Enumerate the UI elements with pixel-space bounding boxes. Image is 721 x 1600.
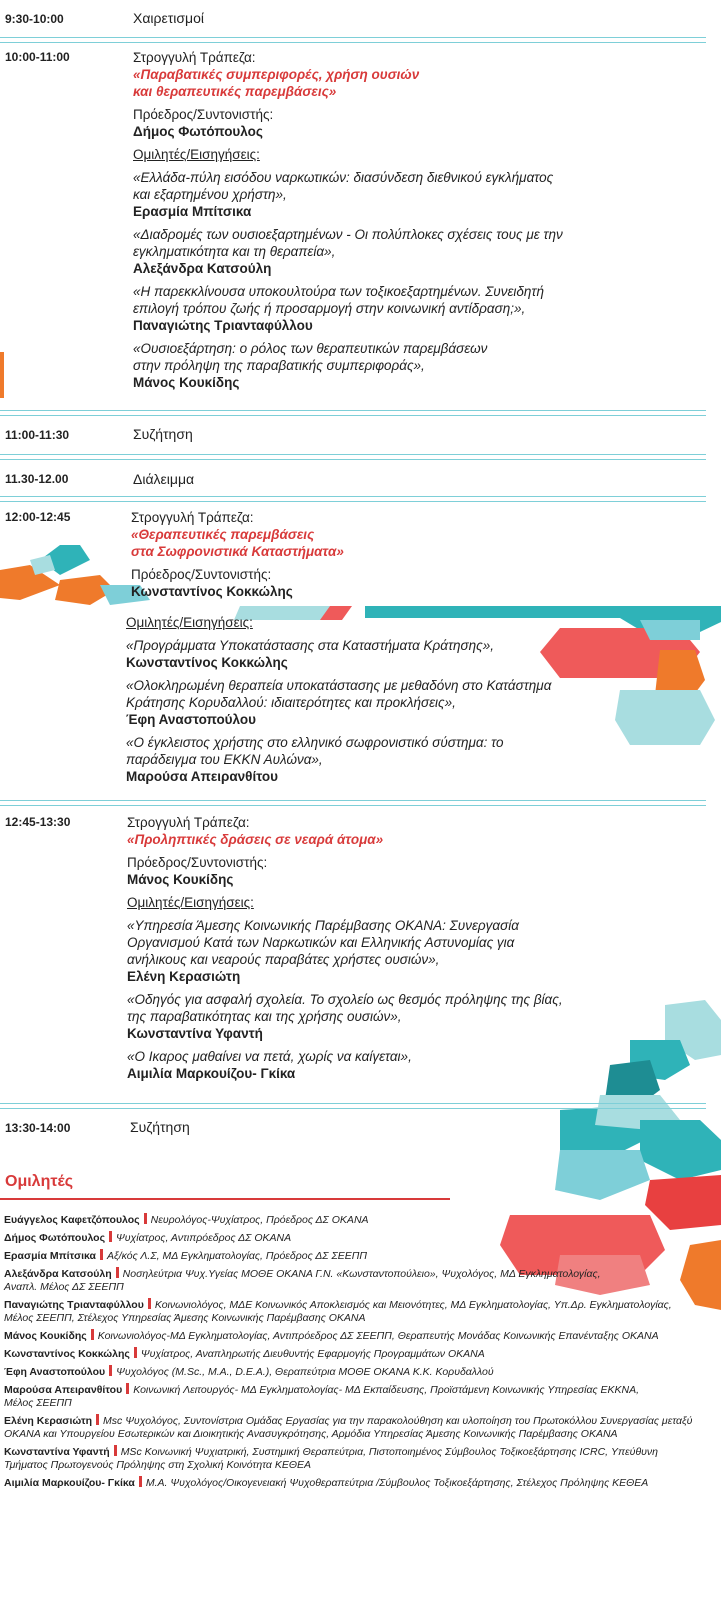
talk-title: Κράτησης Κορυδαλλού: ιδιαιτερότητες και προκλήσεις», [126, 695, 456, 710]
separator [148, 1298, 151, 1309]
speaker-entry [4, 1329, 664, 1343]
session-time: 11.30-12.00 [5, 472, 69, 486]
speakers-label: Ομιλητές/Εισηγήσεις: [127, 895, 254, 910]
speaker-name: Έφη Αναστοπούλου [4, 1366, 106, 1378]
separator [144, 1213, 147, 1224]
talk-title: «Ο έγκλειστος χρήστης στο ελληνικό σωφρονιστικό σύστημα: το [126, 735, 504, 750]
speakers-label: Ομιλητές/Εισηγήσεις: [133, 147, 260, 162]
speaker-name: Κωνσταντίνος Κοκκώλης [4, 1348, 130, 1360]
speaker-entry [4, 1476, 694, 1490]
speaker-desc: Κοινωνιολόγος, ΜΔΕ Κοινωνικός Αποκλεισμός και Μειονότητες, ΜΔ Εγκληματολογίας, Υπ.Δρ. Εγκληματολογίας, Μέλος ΣΕΕΠΠ, Στέλεχος Υπηρεσίας Άμεσης Κοινωνικής Παρέμβασης ΟΚΑΝΑ [4, 1299, 672, 1324]
speaker-name: Παναγιώτης Τριανταφύλλου [4, 1299, 144, 1311]
talk-speaker: Ελένη Κερασιώτη [127, 969, 241, 984]
separator [109, 1365, 112, 1376]
speaker-desc: MSc Κοινωνική Ψυχιατρική, Συστημική Θεραπεύτρια, Πιστοποιημένος Σύμβουλος Τοξικοεξάρτησης ICRC, Υπεύθυνη Τμήματος Πρωτογενούς Πρόληψης στη Σχολική Κοινότητα ΚΕΘΕΑ [4, 1446, 658, 1471]
session-title: Συζήτηση [130, 1119, 190, 1135]
speaker-entry [4, 1267, 614, 1294]
chair-name: Μάνος Κουκίδης [127, 872, 234, 887]
session-kind: Στρογγυλή Τράπεζα: [131, 510, 254, 525]
speaker-entry [4, 1365, 694, 1379]
session-content [133, 49, 693, 391]
separator [109, 1231, 112, 1242]
speaker-entry [4, 1231, 694, 1245]
speaker-name: Ελένη Κερασιώτη [4, 1415, 93, 1427]
separator [134, 1347, 137, 1358]
speaker-entry [4, 1445, 694, 1472]
speaker-name: Δήμος Φωτόπουλος [4, 1232, 106, 1244]
session-title-line1: «Θεραπευτικές παρεμβάσεις [131, 527, 315, 542]
separator [100, 1249, 103, 1260]
session-time: 13:30-14:00 [5, 1121, 71, 1135]
session-title: Συζήτηση [133, 426, 193, 442]
talk-speaker: Κωνσταντίνα Υφαντή [127, 1026, 263, 1041]
speaker-entry [4, 1414, 694, 1441]
speaker-name: Μάνος Κουκίδης [4, 1330, 87, 1342]
talk-title: «Προγράμματα Υποκατάστασης στα Καταστήματα Κράτησης», [126, 638, 494, 653]
talk-speaker: Κωνσταντίνος Κοκκώλης [126, 655, 288, 670]
chair-name: Δήμος Φωτόπουλος [133, 124, 263, 139]
talk-speaker: Αιμιλία Μαρκουίζου- Γκίκα [127, 1066, 296, 1081]
speaker-desc: Κοινωνική Λειτουργός- ΜΔ Εγκληματολογίας- ΜΔ Εκπαίδευσης, Προϊστάμενη Κοινωνικής Υπηρεσίας ΕΚΚΝΑ, Μέλος ΣΕΕΠΠ [4, 1384, 640, 1409]
session-kind: Στρογγυλή Τράπεζα: [133, 50, 256, 65]
talk-speaker: Μάνος Κουκίδης [133, 375, 240, 390]
speaker-desc: Κοινωνιολόγος-ΜΔ Εγκληματολογίας, Αντιπρόεδρος ΔΣ ΣΕΕΠΠ, Θεραπευτής Μονάδας Κοινωνικής Επανένταξης ΟΚΑΝΑ [97, 1330, 659, 1342]
talk-title: ανήλικους και νεαρούς παραβάτες χρήστες ουσιών», [127, 952, 440, 967]
speaker-name: Αλεξάνδρα Κατσούλη [4, 1268, 112, 1280]
talk-title: παράδειγμα του ΕΚΚΝ Αυλώνα», [126, 752, 323, 767]
speaker-desc: Νευρολόγος-Ψυχίατρος, Πρόεδρος ΔΣ ΟΚΑΝΑ [150, 1214, 369, 1226]
talk-title: «Ουσιοεξάρτηση: ο ρόλος των θεραπευτικών παρεμβάσεων [133, 341, 488, 356]
speaker-desc: Msc Ψυχολόγος, Συντονίστρια Ομάδας Εργασίας για την παρακολούθηση και υλοποίηση του Πρωτοκόλλου Συνεργασίας μεταξύ ΟΚΑΝΑ και Υπουργείου Εσωτερικών και Διοικητικής Ανασυγκρότησης, Αρμόδια Υπηρεσίας Άμεσης Κοινωνικής Παρέμβασης ΟΚΑΝΑ [4, 1415, 693, 1440]
talk-title: «Ολοκληρωμένη θεραπεία υποκατάστασης με μεθαδόνη στο Κατάστημα [126, 678, 552, 693]
session-content [127, 814, 647, 1082]
speakers-list [4, 1213, 694, 1494]
speaker-entry [4, 1249, 694, 1263]
talk-speaker: Μαρούσα Απειρανθίτου [126, 769, 278, 784]
session-title-line2: και θεραπευτικές παρεμβάσεις» [133, 84, 337, 99]
divider [0, 1103, 706, 1109]
separator [116, 1267, 119, 1278]
talk-speaker: Παναγιώτης Τριανταφύλλου [133, 318, 313, 333]
speaker-entry [4, 1347, 694, 1361]
talk-title: στην πρόληψη της παραβατικής συμπεριφοράς», [133, 358, 425, 373]
talk-title: «Υπηρεσία Άμεσης Κοινωνικής Παρέμβασης ΟΚΑΝΑ: Συνεργασία [127, 918, 519, 933]
chair-label: Πρόεδρος/Συντονιστής: [133, 107, 274, 122]
speaker-name: Ευάγγελος Καφετζόπουλος [4, 1214, 140, 1226]
session-time: 9:30-10:00 [5, 12, 64, 26]
speaker-entry [4, 1213, 694, 1227]
divider [0, 800, 706, 806]
speaker-desc: Ψυχολόγος (M.Sc., M.A., D.E.A.), Θεραπεύτρια ΜΟΘΕ ΟΚΑΝΑ Κ.Κ. Κορυδαλλού [116, 1366, 494, 1378]
session-title-line2: στα Σωφρονιστικά Καταστήματα» [131, 544, 344, 559]
divider [0, 410, 706, 416]
talk-title: Οργανισμού Κατά των Ναρκωτικών και Ελληνικής Αστυνομίας για [127, 935, 515, 950]
talk-speaker: Ερασμία Μπίτσικα [133, 204, 252, 219]
speaker-desc: Νοσηλεύτρια Ψυχ.Υγείας ΜΟΘΕ ΟΚΑΝΑ Γ.Ν. «Κωνσταντοπούλειο», Ψυχολόγος, ΜΔ Εγκληματολογίας, Αναπλ. Μέλος ΔΣ ΣΕΕΠΠ [4, 1268, 601, 1293]
talk-title: «Διαδρομές των ουσιοεξαρτημένων - Οι πολύπλοκες σχέσεις τους με την [133, 227, 563, 242]
speakers-heading: Ομιλητές [5, 1173, 74, 1190]
speaker-desc: Ψυχίατρος, Αντιπρόεδρος ΔΣ ΟΚΑΝΑ [116, 1232, 292, 1244]
speaker-name: Μαρούσα Απειρανθίτου [4, 1384, 123, 1396]
speaker-desc: Ψυχίατρος, Αναπληρωτής Διευθυντής Εφαρμογής Προγραμμάτων ΟΚΑΝΑ [140, 1348, 485, 1360]
speakers-label: Ομιλητές/Εισηγήσεις: [126, 615, 253, 630]
session-content [131, 509, 691, 600]
chair-label: Πρόεδρος/Συντονιστής: [127, 855, 268, 870]
session-time: 10:00-11:00 [5, 50, 70, 64]
speaker-entry [4, 1298, 694, 1325]
separator [139, 1476, 142, 1487]
session-title-line1: «Παραβατικές συμπεριφορές, χρήση ουσιών [133, 67, 420, 82]
session-time: 11:00-11:30 [5, 428, 70, 442]
separator [91, 1329, 94, 1340]
separator [96, 1414, 99, 1425]
speaker-entry [4, 1383, 664, 1410]
session-time: 12:00-12:45 [5, 510, 71, 524]
divider [0, 496, 706, 502]
session-time: 12:45-13:30 [5, 815, 71, 829]
talk-title: επιλογή τρόπου ζωής ή προσαρμογή στην κοινωνική αντίδραση;», [133, 301, 526, 316]
talk-title: της παραβατικότητας και της χρήσης ουσιών», [127, 1009, 402, 1024]
speakers-rule [0, 1198, 450, 1200]
session-title: Διάλειμμα [133, 471, 195, 487]
session-title-line1: «Προληπτικές δράσεις σε νεαρά άτομα» [127, 832, 384, 847]
speaker-name: Κωνσταντίνα Υφαντή [4, 1446, 110, 1458]
talk-title: «Η παρεκκλίνουσα υποκουλτούρα των τοξικοεξαρτημένων. Συνειδητή [133, 284, 544, 299]
separator [114, 1445, 117, 1456]
talk-title: και εξαρτημένου χρήστη», [133, 187, 287, 202]
talk-title: «Οδηγός για ασφαλή σχολεία. Το σχολείο ως θεσμός πρόληψης της βίας, [127, 992, 563, 1007]
chair-name: Κωνσταντίνος Κοκκώλης [131, 584, 293, 599]
divider [0, 37, 706, 43]
talk-title: «Ο Ικαρος μαθαίνει να πετά, χωρίς να καίγεται», [127, 1049, 412, 1064]
chair-label: Πρόεδρος/Συντονιστής: [131, 567, 272, 582]
speaker-desc: Μ.Α. Ψυχολόγος/Οικογενειακή Ψυχοθεραπεύτρια /Σύμβουλος Τοξικοεξάρτησης, Στέλεχος Πρόληψης ΚΕΘΕΑ [145, 1477, 649, 1489]
divider [0, 454, 706, 460]
session-title: Χαιρετισμοί [133, 10, 204, 26]
session-kind: Στρογγυλή Τράπεζα: [127, 815, 250, 830]
session-talks [126, 614, 626, 785]
separator [126, 1383, 129, 1394]
speaker-name: Αιμιλία Μαρκουίζου- Γκίκα [4, 1477, 135, 1489]
talk-speaker: Αλεξάνδρα Κατσούλη [133, 261, 272, 276]
talk-title: «Ελλάδα-πύλη εισόδου ναρκωτικών: διασύνδεση διεθνικού εγκλήματος [133, 170, 554, 185]
talk-speaker: Έφη Αναστοπούλου [126, 712, 256, 727]
speaker-desc: Αξ/κός Λ.Σ, ΜΔ Εγκληματολογίας, Πρόεδρος ΔΣ ΣΕΕΠΠ [107, 1250, 368, 1262]
speaker-name: Ερασμία Μπίτσικα [4, 1250, 97, 1262]
talk-title: εγκληματικότητα και τη θεραπεία», [133, 244, 336, 259]
